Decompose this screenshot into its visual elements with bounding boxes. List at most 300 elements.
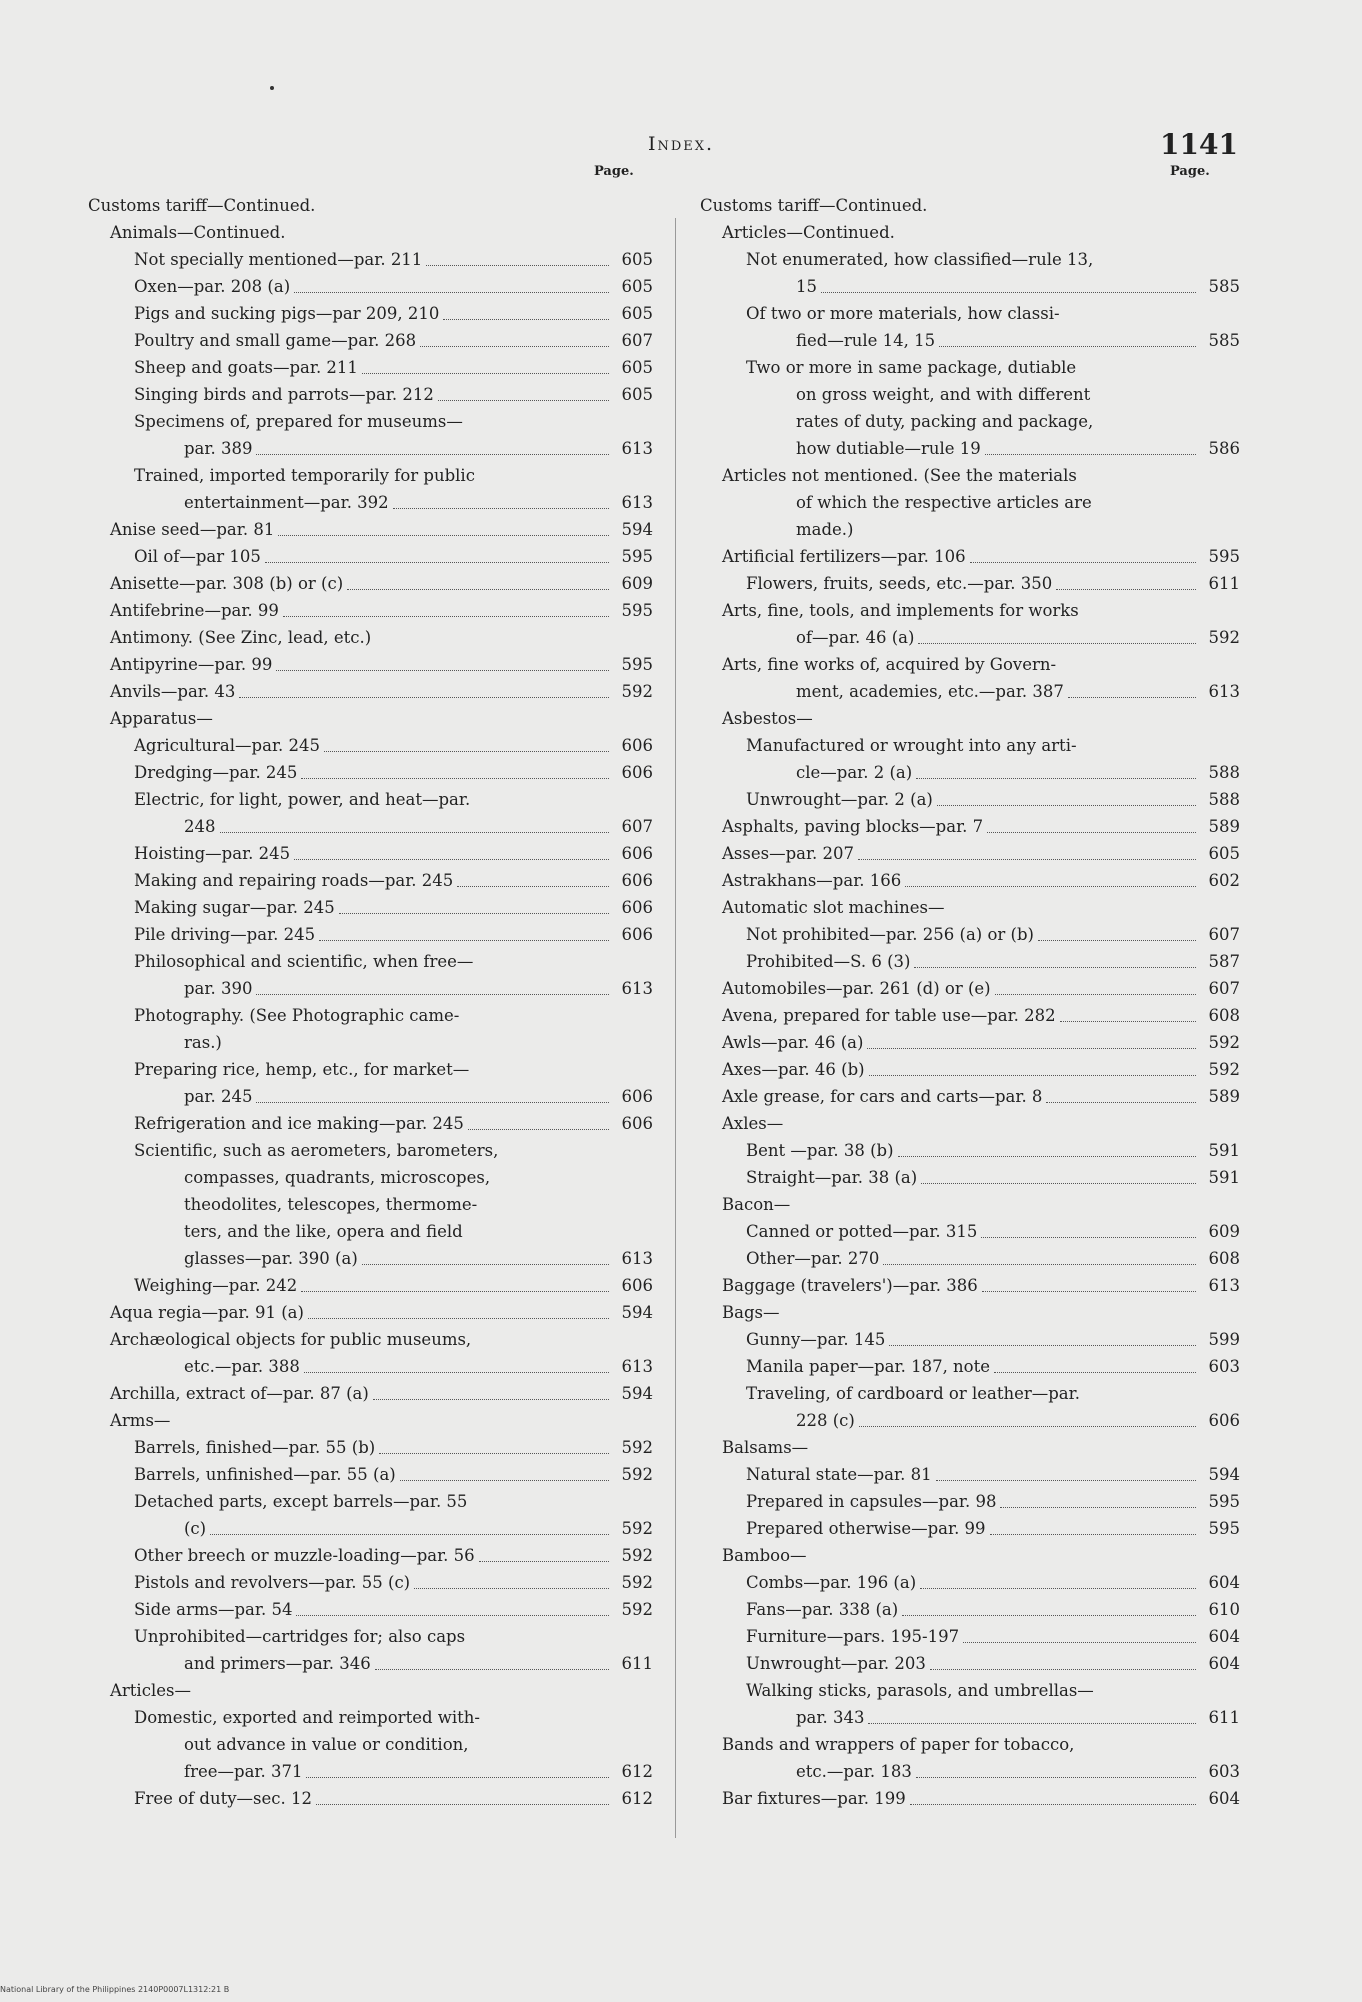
leader-dots (921, 1183, 1196, 1184)
index-entry-page: 606 (621, 1276, 653, 1295)
index-entry-text: par. 343 (796, 1708, 865, 1727)
index-entry-text: Bent —par. 38 (b) (746, 1141, 894, 1160)
index-entry-text: Straight—par. 38 (a) (746, 1168, 918, 1187)
leader-dots (914, 967, 1196, 968)
index-entry (88, 840, 653, 867)
index-entry-page: 605 (621, 277, 653, 296)
index-entry (700, 570, 1240, 597)
index-entry-text: Flowers, fruits, seeds, etc.—par. 350 (746, 574, 1053, 593)
index-entry (700, 1515, 1240, 1542)
index-entry-text: Sheep and goats—par. 211 (134, 358, 358, 377)
index-entry-text: Pile driving—par. 245 (134, 925, 316, 944)
page-number: 1141 (1160, 128, 1238, 161)
index-entry-text: 228 (c) (796, 1411, 855, 1430)
index-entry-text: Hoisting—par. 245 (134, 844, 291, 863)
index-entry-text: Poultry and small game—par. 268 (134, 331, 417, 350)
index-entry-page: 592 (1208, 1033, 1240, 1052)
index-entry-text: Articles—Continued. (722, 223, 895, 242)
index-entry-text: Scientific, such as aerometers, barometers, (134, 1141, 499, 1160)
index-entry (700, 813, 1240, 840)
index-entry-page: 610 (1208, 1600, 1240, 1619)
index-entry (700, 1542, 1240, 1569)
index-entry (88, 408, 653, 435)
index-entry-page: 592 (621, 1600, 653, 1619)
index-entry (700, 246, 1240, 273)
index-entry (88, 813, 653, 840)
index-entry (700, 894, 1240, 921)
index-entry-text: Bags— (722, 1303, 780, 1322)
index-entry-page: 606 (621, 1087, 653, 1106)
index-entry (88, 1596, 653, 1623)
index-entry (88, 1326, 653, 1353)
leader-dots (982, 1291, 1196, 1292)
index-entry (700, 1704, 1240, 1731)
index-entry-text: Arts, fine, tools, and implements for works (722, 601, 1079, 620)
index-entry-text: Barrels, unfinished—par. 55 (a) (134, 1465, 396, 1484)
index-entry-text: Articles not mentioned. (See the materials (722, 466, 1077, 485)
index-entry-text: par. 389 (184, 439, 253, 458)
index-entry-text: Bamboo— (722, 1546, 807, 1565)
index-entry-page: 587 (1208, 952, 1240, 971)
index-entry (700, 1407, 1240, 1434)
index-entry-page: 613 (621, 493, 653, 512)
index-entry (88, 246, 653, 273)
index-entry-text: Anisette—par. 308 (b) or (c) (110, 574, 344, 593)
index-entry-text: Preparing rice, hemp, etc., for market— (134, 1060, 470, 1079)
index-entry-text: cle—par. 2 (a) (796, 763, 913, 782)
index-entry (700, 435, 1240, 462)
leader-dots (400, 1480, 609, 1481)
index-entry (88, 867, 653, 894)
index-entry-text: Combs—par. 196 (a) (746, 1573, 917, 1592)
index-entry-text: Manufactured or wrought into any arti- (746, 736, 1077, 755)
index-entry-text: Agricultural—par. 245 (134, 736, 321, 755)
index-entry-page: 604 (1208, 1789, 1240, 1808)
index-entry-page: 611 (1208, 574, 1240, 593)
index-entry-text: Side arms—par. 54 (134, 1600, 293, 1619)
index-entry-text: Axles— (722, 1114, 784, 1133)
index-entry-page: 591 (1208, 1141, 1240, 1160)
leader-dots (362, 1264, 609, 1265)
index-entry (700, 1218, 1240, 1245)
index-entry-text: Bands and wrappers of paper for tobacco, (722, 1735, 1075, 1754)
index-entry-page: 608 (1208, 1006, 1240, 1025)
index-entry (700, 1380, 1240, 1407)
index-entry-page: 613 (621, 1249, 653, 1268)
leader-dots (995, 994, 1196, 995)
index-entry-text: how dutiable—rule 19 (796, 439, 981, 458)
index-entry-page: 606 (621, 763, 653, 782)
leader-dots (438, 400, 609, 401)
index-entry-page: 595 (1208, 1519, 1240, 1538)
leader-dots (981, 1237, 1196, 1238)
leader-dots (283, 616, 609, 617)
leader-dots (869, 1075, 1196, 1076)
index-entry (88, 219, 653, 246)
index-entry (700, 354, 1240, 381)
index-entry (700, 1110, 1240, 1137)
leader-dots (256, 1102, 609, 1103)
left-page-column-label: Page. (594, 164, 634, 179)
index-entry (88, 894, 653, 921)
index-entry-page: 594 (621, 520, 653, 539)
index-entry (700, 219, 1240, 246)
index-entry-text: Not specially mentioned—par. 211 (134, 250, 423, 269)
index-entry (88, 1461, 653, 1488)
leader-dots (339, 913, 609, 914)
index-entry-text: Specimens of, prepared for museums— (134, 412, 463, 431)
index-entry-page: 609 (1208, 1222, 1240, 1241)
index-entry (700, 921, 1240, 948)
index-entry (700, 597, 1240, 624)
index-entry-text: Antifebrine—par. 99 (110, 601, 279, 620)
index-entry-page: 595 (1208, 547, 1240, 566)
index-entry-page: 594 (1208, 1465, 1240, 1484)
index-entry-page: 606 (621, 898, 653, 917)
index-entry (88, 1029, 653, 1056)
index-entry-text: Articles— (110, 1681, 191, 1700)
index-entry-text: Axle grease, for cars and carts—par. 8 (722, 1087, 1043, 1106)
index-entry-page: 592 (621, 682, 653, 701)
index-entry-page: 605 (1208, 844, 1240, 863)
index-entry-text: Manila paper—par. 187, note (746, 1357, 991, 1376)
index-entry (88, 300, 653, 327)
index-entry-page: 608 (1208, 1249, 1240, 1268)
index-entry-text: Other breech or muzzle-loading—par. 56 (134, 1546, 475, 1565)
scan-speck (270, 86, 274, 90)
index-entry-text: Traveling, of cardboard or leather—par. (746, 1384, 1080, 1403)
index-entry (88, 354, 653, 381)
index-entry-text: Dredging—par. 245 (134, 763, 298, 782)
index-entry-text: Philosophical and scientific, when free— (134, 952, 474, 971)
index-entry-page: 605 (621, 250, 653, 269)
index-entry-text: Apparatus— (110, 709, 213, 728)
index-entry-page: 586 (1208, 439, 1240, 458)
index-entry (700, 1164, 1240, 1191)
index-entry (700, 678, 1240, 705)
index-entry-text: Of two or more materials, how classi- (746, 304, 1060, 323)
index-entry-text: par. 245 (184, 1087, 253, 1106)
index-entry (88, 651, 653, 678)
index-entry-page: 613 (1208, 682, 1240, 701)
index-entry (88, 948, 653, 975)
index-entry (700, 489, 1240, 516)
index-entry (88, 273, 653, 300)
index-entry (700, 1299, 1240, 1326)
index-entry (88, 1137, 653, 1164)
index-entry-text: fied—rule 14, 15 (796, 331, 936, 350)
index-entry (700, 1353, 1240, 1380)
index-entry (88, 1569, 653, 1596)
right-entry-list (700, 192, 1240, 1812)
index-entry-text: Prepared otherwise—par. 99 (746, 1519, 986, 1538)
index-entry (700, 948, 1240, 975)
leader-dots (859, 1426, 1196, 1427)
left-entry-list (88, 192, 653, 1812)
leader-dots (301, 1291, 609, 1292)
index-entry-text: Archilla, extract of—par. 87 (a) (110, 1384, 369, 1403)
leader-dots (910, 1804, 1196, 1805)
index-entry-page: 589 (1208, 817, 1240, 836)
index-entry-page: 613 (621, 1357, 653, 1376)
index-entry-page: 613 (621, 439, 653, 458)
leader-dots (220, 832, 610, 833)
index-entry (88, 1488, 653, 1515)
index-entry-text: Anise seed—par. 81 (110, 520, 275, 539)
index-entry (88, 327, 653, 354)
index-entry (88, 1542, 653, 1569)
index-entry-text: Canned or potted—par. 315 (746, 1222, 978, 1241)
index-entry-page: 612 (621, 1789, 653, 1808)
leader-dots (373, 1399, 609, 1400)
index-entry (88, 1056, 653, 1083)
index-entry (700, 624, 1240, 651)
index-entry-text: Archæological objects for public museums, (110, 1330, 472, 1349)
index-entry-page: 595 (1208, 1492, 1240, 1511)
index-entry (88, 1785, 653, 1812)
leader-dots (324, 751, 609, 752)
leader-dots (1000, 1507, 1196, 1508)
index-entry-text: Other—par. 270 (746, 1249, 880, 1268)
index-entry-text: Arms— (110, 1411, 171, 1430)
index-entry-text: etc.—par. 183 (796, 1762, 912, 1781)
leader-dots (821, 292, 1196, 293)
index-entry-page: 611 (1208, 1708, 1240, 1727)
leader-dots (902, 1615, 1196, 1616)
index-entry-text: ters, and the like, opera and field (184, 1222, 463, 1241)
index-entry-text: entertainment—par. 392 (184, 493, 389, 512)
index-entry (88, 489, 653, 516)
leader-dots (867, 1048, 1196, 1049)
leader-dots (990, 1534, 1196, 1535)
index-entry-text: Animals—Continued. (110, 223, 286, 242)
index-entry (88, 1704, 653, 1731)
index-entry-text: Oxen—par. 208 (a) (134, 277, 291, 296)
index-entry (700, 867, 1240, 894)
leader-dots (278, 535, 609, 536)
index-entry-text: (c) (184, 1519, 207, 1538)
index-entry-text: Baggage (travelers')—par. 386 (722, 1276, 978, 1295)
index-entry (88, 597, 653, 624)
index-entry-page: 585 (1208, 277, 1240, 296)
index-entry (700, 1569, 1240, 1596)
index-entry-text: ras.) (184, 1033, 222, 1052)
index-entry-text: rates of duty, packing and package, (796, 412, 1094, 431)
leader-dots (920, 1588, 1196, 1589)
index-entry (88, 624, 653, 651)
leader-dots (963, 1642, 1196, 1643)
index-entry-page: 592 (621, 1573, 653, 1592)
index-entry-page: 604 (1208, 1654, 1240, 1673)
leader-dots (916, 778, 1196, 779)
index-entry-text: Balsams— (722, 1438, 809, 1457)
leader-dots (905, 886, 1196, 887)
leader-dots (883, 1264, 1196, 1265)
index-entry-text: Natural state—par. 81 (746, 1465, 932, 1484)
index-entry-text: Not prohibited—par. 256 (a) or (b) (746, 925, 1034, 944)
index-entry (88, 1164, 653, 1191)
index-entry (88, 1110, 653, 1137)
index-entry-text: Axes—par. 46 (b) (722, 1060, 865, 1079)
index-entry (700, 1137, 1240, 1164)
index-entry (88, 381, 653, 408)
leader-dots (379, 1453, 609, 1454)
leader-dots (265, 562, 609, 563)
index-entry (700, 1326, 1240, 1353)
index-entry (88, 543, 653, 570)
index-entry (88, 1083, 653, 1110)
index-entry (88, 921, 653, 948)
index-entry-page: 607 (621, 817, 653, 836)
right-index-column (700, 164, 1240, 1812)
index-entry-page: 595 (621, 547, 653, 566)
leader-dots (420, 346, 609, 347)
index-entry-page: 606 (621, 844, 653, 863)
index-entry-text: Two or more in same package, dutiable (746, 358, 1077, 377)
index-entry (700, 1488, 1240, 1515)
index-entry (88, 570, 653, 597)
index-entry-page: 588 (1208, 790, 1240, 809)
leader-dots (898, 1156, 1196, 1157)
index-entry-text: Making sugar—par. 245 (134, 898, 335, 917)
index-entry (700, 1434, 1240, 1461)
index-entry (700, 1056, 1240, 1083)
index-entry-page: 595 (621, 655, 653, 674)
leader-dots (316, 1804, 609, 1805)
leader-dots (375, 1669, 609, 1670)
leader-dots (479, 1561, 609, 1562)
leader-dots (301, 778, 609, 779)
index-entry (700, 1083, 1240, 1110)
index-entry-text: Antipyrine—par. 99 (110, 655, 273, 674)
index-entry-text: made.) (796, 520, 854, 539)
leader-dots (918, 643, 1196, 644)
index-entry (700, 759, 1240, 786)
index-entry (88, 678, 653, 705)
index-entry-text: Prepared in capsules—par. 98 (746, 1492, 997, 1511)
index-entry-text: Bar fixtures—par. 199 (722, 1789, 906, 1808)
scan-footer-note: National Library of the Philippines 2140P0007L1312:21 B (0, 1985, 230, 1994)
index-entry (88, 1515, 653, 1542)
leader-dots (858, 859, 1196, 860)
index-entry-text: Fans—par. 338 (a) (746, 1600, 899, 1619)
index-entry-text: Trained, imported temporarily for public (134, 466, 475, 485)
index-entry-text: compasses, quadrants, microscopes, (184, 1168, 491, 1187)
leader-dots (256, 994, 609, 995)
leader-dots (308, 1318, 609, 1319)
index-entry-text: 248 (184, 817, 216, 836)
index-entry (88, 786, 653, 813)
index-entry (88, 1677, 653, 1704)
index-entry-text: out advance in value or condition, (184, 1735, 469, 1754)
leader-dots (443, 319, 609, 320)
leader-dots (930, 1669, 1196, 1670)
index-entry-page: 592 (621, 1438, 653, 1457)
index-entry (700, 732, 1240, 759)
index-entry (700, 1029, 1240, 1056)
index-entry-page: 606 (621, 736, 653, 755)
index-entry (700, 1623, 1240, 1650)
index-entry-text: Photography. (See Photographic came- (134, 1006, 460, 1025)
index-entry (88, 705, 653, 732)
index-entry (700, 543, 1240, 570)
left-index-column (88, 164, 653, 1812)
index-entry-page: 606 (621, 1114, 653, 1133)
index-entry (700, 273, 1240, 300)
index-entry-text: Bacon— (722, 1195, 791, 1214)
leader-dots (294, 292, 609, 293)
leader-dots (994, 1372, 1196, 1373)
index-entry-text: Prohibited—S. 6 (3) (746, 952, 911, 971)
index-entry-text: theodolites, telescopes, thermome- (184, 1195, 478, 1214)
index-entry-text: Awls—par. 46 (a) (722, 1033, 864, 1052)
index-entry (88, 975, 653, 1002)
index-entry (88, 1731, 653, 1758)
index-entry-page: 592 (1208, 628, 1240, 647)
index-entry-text: ment, academies, etc.—par. 387 (796, 682, 1064, 701)
index-entry (88, 1407, 653, 1434)
index-entry-text: Singing birds and parrots—par. 212 (134, 385, 434, 404)
leader-dots (936, 1480, 1196, 1481)
index-entry-text: Anvils—par. 43 (110, 682, 236, 701)
index-entry-page: 607 (621, 331, 653, 350)
index-entry-text: Automobiles—par. 261 (d) or (e) (722, 979, 991, 998)
leader-dots (457, 886, 609, 887)
index-entry (700, 1785, 1240, 1812)
index-entry (700, 516, 1240, 543)
leader-dots (276, 670, 609, 671)
leader-dots (426, 265, 609, 266)
index-entry (88, 1353, 653, 1380)
leader-dots (985, 454, 1196, 455)
index-entry-text: Furniture—pars. 195-197 (746, 1627, 960, 1646)
index-entry-text: Asses—par. 207 (722, 844, 855, 863)
index-entry-text: Detached parts, except barrels—par. 55 (134, 1492, 468, 1511)
index-entry-page: 607 (1208, 979, 1240, 998)
index-entry-page: 595 (621, 601, 653, 620)
index-entry-page: 592 (621, 1465, 653, 1484)
index-entry (700, 705, 1240, 732)
index-entry-text: Customs tariff—Continued. (700, 196, 928, 215)
index-entry-text: Aqua regia—par. 91 (a) (110, 1303, 304, 1322)
index-entry-text: Electric, for light, power, and heat—par. (134, 790, 471, 809)
index-entry-page: 592 (621, 1519, 653, 1538)
index-entry-text: Weighing—par. 242 (134, 1276, 298, 1295)
page-header-title: Index. (647, 133, 715, 155)
index-entry-page: 591 (1208, 1168, 1240, 1187)
index-entry-text: Asphalts, paving blocks—par. 7 (722, 817, 984, 836)
index-entry (700, 1461, 1240, 1488)
index-entry-text: Refrigeration and ice making—par. 245 (134, 1114, 464, 1133)
index-entry (88, 1245, 653, 1272)
index-entry-page: 589 (1208, 1087, 1240, 1106)
index-entry-page: 613 (1208, 1276, 1240, 1295)
index-entry-page: 602 (1208, 871, 1240, 890)
leader-dots (868, 1723, 1196, 1724)
index-entry (88, 732, 653, 759)
index-entry (700, 1245, 1240, 1272)
index-entry-page: 606 (1208, 1411, 1240, 1430)
index-entry (700, 1650, 1240, 1677)
leader-dots (294, 859, 609, 860)
leader-dots (468, 1129, 609, 1130)
leader-dots (347, 589, 609, 590)
index-entry-page: 585 (1208, 331, 1240, 350)
leader-dots (319, 940, 609, 941)
index-entry-page: 611 (621, 1654, 653, 1673)
index-entry-page: 592 (621, 1546, 653, 1565)
index-entry-page: 594 (621, 1303, 653, 1322)
